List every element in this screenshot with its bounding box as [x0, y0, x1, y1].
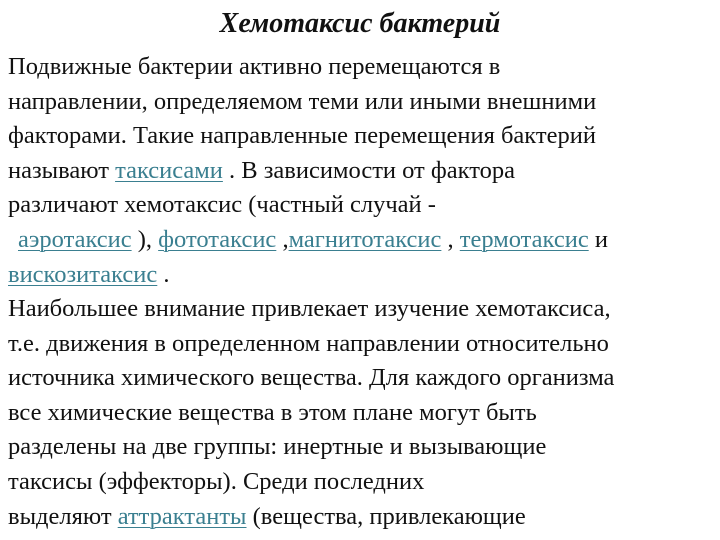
text-line	[8, 154, 608, 189]
text-line: таксисы (эффекторы). Среди последних	[8, 467, 425, 495]
text-line: т.е. движения в определенном направлении относительно	[8, 329, 609, 357]
text-line: Подвижные бактерии активно перемещаются в	[8, 53, 501, 80]
text-line: источника химического вещества. Для каждого организма	[8, 364, 615, 392]
paragraph-taxis-intro	[8, 50, 608, 292]
text-line: разделены на две группы: инертные и вызывающие	[8, 433, 547, 461]
text-line	[8, 223, 608, 258]
text-line: направлении, определяемом теми или иными внешними	[8, 87, 597, 115]
link-taxisy[interactable]: таксисами	[115, 156, 223, 184]
text-line: все химические вещества в этом плане могут быть	[8, 398, 537, 426]
text-segment: ,	[276, 225, 289, 253]
text-segment: . В зависимости от фактора	[222, 156, 515, 184]
link-viscositaxis[interactable]: вискозитаксис	[8, 260, 158, 288]
text-segment: выделяют	[8, 502, 118, 530]
text-segment: и	[588, 225, 608, 253]
text-line: различают хемотаксис (частный случай -	[8, 191, 436, 219]
link-attractants[interactable]: аттрактанты	[117, 502, 247, 530]
text-line: факторами. Такие направленные перемещения бактерий	[8, 122, 596, 150]
text-line	[8, 258, 608, 293]
link-aerotaxis[interactable]: аэротаксис	[18, 225, 132, 253]
paragraph-chemotaxis	[8, 292, 614, 534]
link-thermotaxis[interactable]: термотаксис	[459, 225, 589, 253]
text-segment: ,	[441, 225, 460, 253]
slide-title: Хемотаксис бактерий	[219, 8, 501, 39]
text-segment: ),	[131, 225, 159, 253]
text-segment: (вещества, привлекающие	[246, 502, 526, 530]
link-phototaxis[interactable]: фототаксис	[158, 225, 277, 253]
link-magnetotaxis[interactable]: магнитотаксис	[288, 225, 442, 253]
text-line	[8, 500, 614, 535]
text-line: Наибольшее внимание привлекает изучение хемотаксиса,	[8, 295, 611, 322]
text-segment: .	[157, 260, 170, 288]
text-segment: называют	[8, 156, 116, 184]
